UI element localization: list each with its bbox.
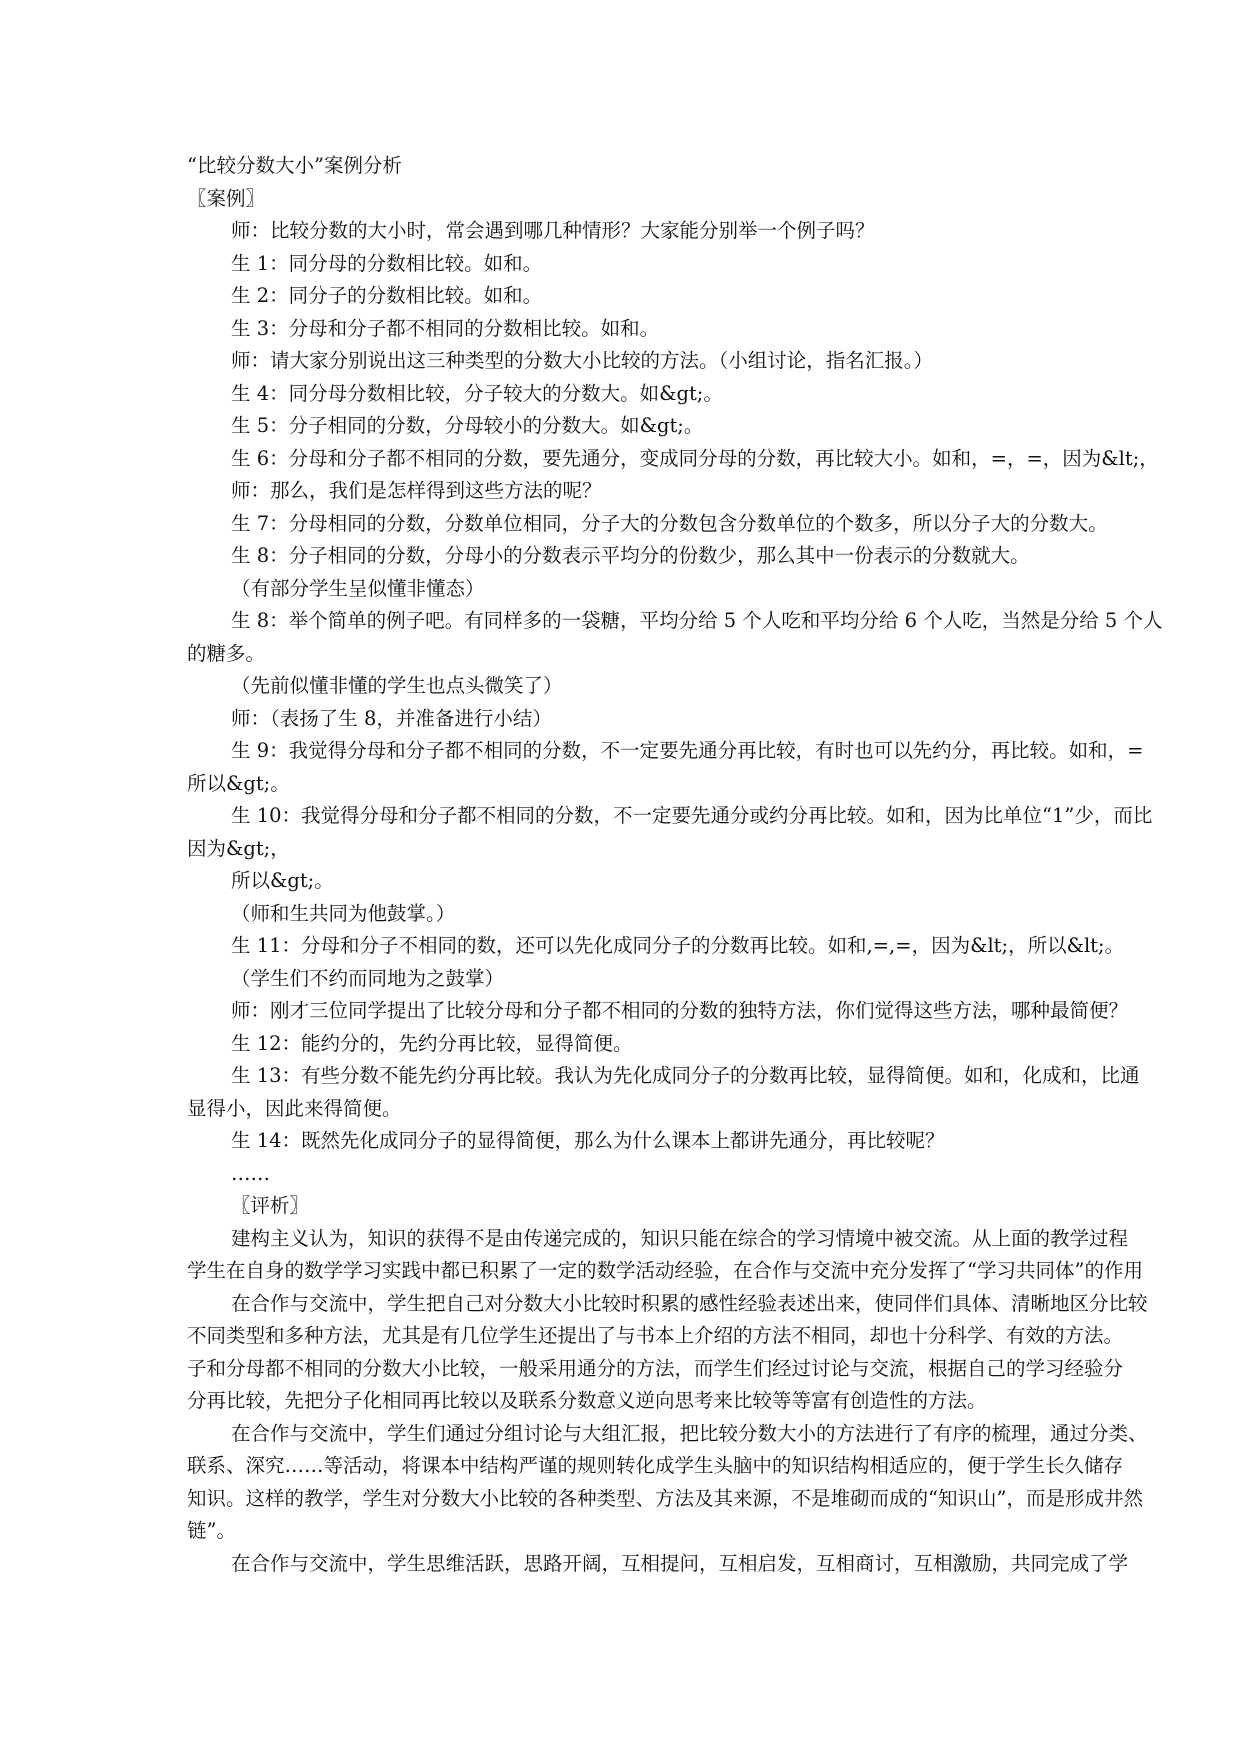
text-line: 链”。 (187, 1519, 236, 1542)
text-line: 所以&gt;。 (187, 771, 290, 795)
text-line: 生 7：分母相同的分数，分数单位相同，分子大的分数包含分数单位的个数多，所以分子大的分数大。 (231, 511, 1108, 535)
text-line: 生 12：能约分的，先约分再比较，显得简便。 (231, 1031, 633, 1055)
text-line: 生 6：分母和分子都不相同的分数，要先通分，变成同分母的分数，再比较大小。如和，=，=，因为&lt;， (231, 446, 1159, 470)
text-line: 因为&gt;， (187, 836, 290, 860)
text-line: （有部分学生呈似懂非懂态） (231, 576, 485, 600)
text-line: （先前似懂非懂的学生也点头微笑了） (231, 674, 563, 697)
text-line: 生 2：同分子的分数相比较。如和。 (231, 284, 543, 307)
text-line: 生 11：分母和分子不相同的数，还可以先化成同分子的分数再比较。如和,=,=，因为&lt;，所以&lt;。 (231, 934, 1125, 957)
text-line: 学生在自身的数学学习实践中都已积累了一定的数学活动经验，在合作与交流中充分发挥了“学习共同体”的作用 (187, 1259, 1143, 1282)
text-line: 分再比较，先把分子化相同再比较以及联系分数意义逆向思考来比较等等富有创造性的方法。 (187, 1389, 987, 1412)
text-line: 生 13：有些分数不能先约分再比较。我认为先化成同分子的分数再比较，显得简便。如和，化成和，比通 (231, 1064, 1140, 1087)
ellipsis: …… (231, 1161, 270, 1185)
document-title: “比较分数大小”案例分析 (187, 154, 402, 177)
text-line: 所以&gt;。 (231, 869, 334, 892)
text-line: 师：（表扬了生 8，并准备进行小结） (231, 706, 552, 730)
text-line: 在合作与交流中，学生把自己对分数大小比较时积累的感性经验表述出来，使同伴们具体、清晰地区分比较 (231, 1291, 1148, 1315)
text-line: 联系、深究……等活动，将课本中结构严谨的规则转化成学生头脑中的知识结构相适应的，便于学生长久储存 (187, 1454, 1124, 1477)
text-line: 师：比较分数的大小时，常会遇到哪几种情形？大家能分别举一个例子吗？ (231, 219, 875, 242)
text-line: 子和分母都不相同的分数大小比较，一般采用通分的方法，而学生们经过讨论与交流，根据自己的学习经验分 (187, 1356, 1124, 1380)
text-line: 生 10：我觉得分母和分子都不相同的分数，不一定要先通分或约分再比较。如和，因为比单位“1”少，而比 (231, 804, 1153, 827)
text-line: 生 4：同分母分数相比较，分子较大的分数大。如&gt;。 (231, 381, 723, 405)
text-line: 生 9：我觉得分母和分子都不相同的分数，不一定要先通分再比较，有时也可以先约分，再比较。如和，= (231, 739, 1144, 762)
text-line: 生 3：分母和分子都不相同的分数相比较。如和。 (231, 316, 660, 340)
text-line: 生 1：同分母的分数相比较。如和。 (231, 251, 543, 275)
text-line: 在合作与交流中，学生思维活跃，思路开阔，互相提问，互相启发，互相商讨，互相激励，共同完成了学 (231, 1551, 1129, 1575)
case-heading: 〖案例〗 (187, 186, 266, 210)
text-line: 知识。这样的教学，学生对分数大小比较的各种类型、方法及其来源，不是堆砌而成的“知识山”，而是形成井然 (187, 1486, 1143, 1510)
text-line: 不同类型和多种方法，尤其是有几位学生还提出了与书本上介绍的方法不相同，却也十分科学、有效的方法。 (187, 1324, 1124, 1347)
text-line: 生 14：既然先化成同分子的显得简便，那么为什么课本上都讲先通分，再比较呢？ (231, 1129, 945, 1152)
text-line: 的糖多。 (187, 641, 266, 665)
text-line: （师和生共同为他鼓掌。） (231, 901, 456, 925)
text-line: 生 8：举个简单的例子吧。有同样多的一袋糖，平均分给 5 个人吃和平均分给 6 个人吃，当然是分给 5 个人 (231, 609, 1163, 632)
analysis-heading: 〖评析〗 (231, 1194, 310, 1217)
text-line: 生 8：分子相同的分数，分母小的分数表示平均分的份数少，那么其中一份表示的分数就大。 (231, 544, 1030, 567)
text-line: 显得小，因此来得简便。 (187, 1096, 402, 1120)
text-line: 师：刚才三位同学提出了比较分母和分子都不相同的分数的独特方法，你们觉得这些方法，哪种最简便？ (231, 999, 1129, 1022)
document-body (187, 150, 1241, 1580)
text-line: 在合作与交流中，学生们通过分组讨论与大组汇报，把比较分数大小的方法进行了有序的梳理，通过分类、 (231, 1421, 1148, 1445)
text-line: 师：那么，我们是怎样得到这些方法的呢？ (231, 479, 602, 502)
text-line: （学生们不约而同地为之鼓掌） (231, 966, 505, 990)
text-line: 师：请大家分别说出这三种类型的分数大小比较的方法。（小组讨论，指名汇报。） (231, 349, 934, 372)
text-line: 生 5：分子相同的分数，分母较小的分数大。如&gt;。 (231, 414, 704, 437)
text-line: 建构主义认为，知识的获得不是由传递完成的，知识只能在综合的学习情境中被交流。从上面的教学过程 (231, 1226, 1129, 1250)
